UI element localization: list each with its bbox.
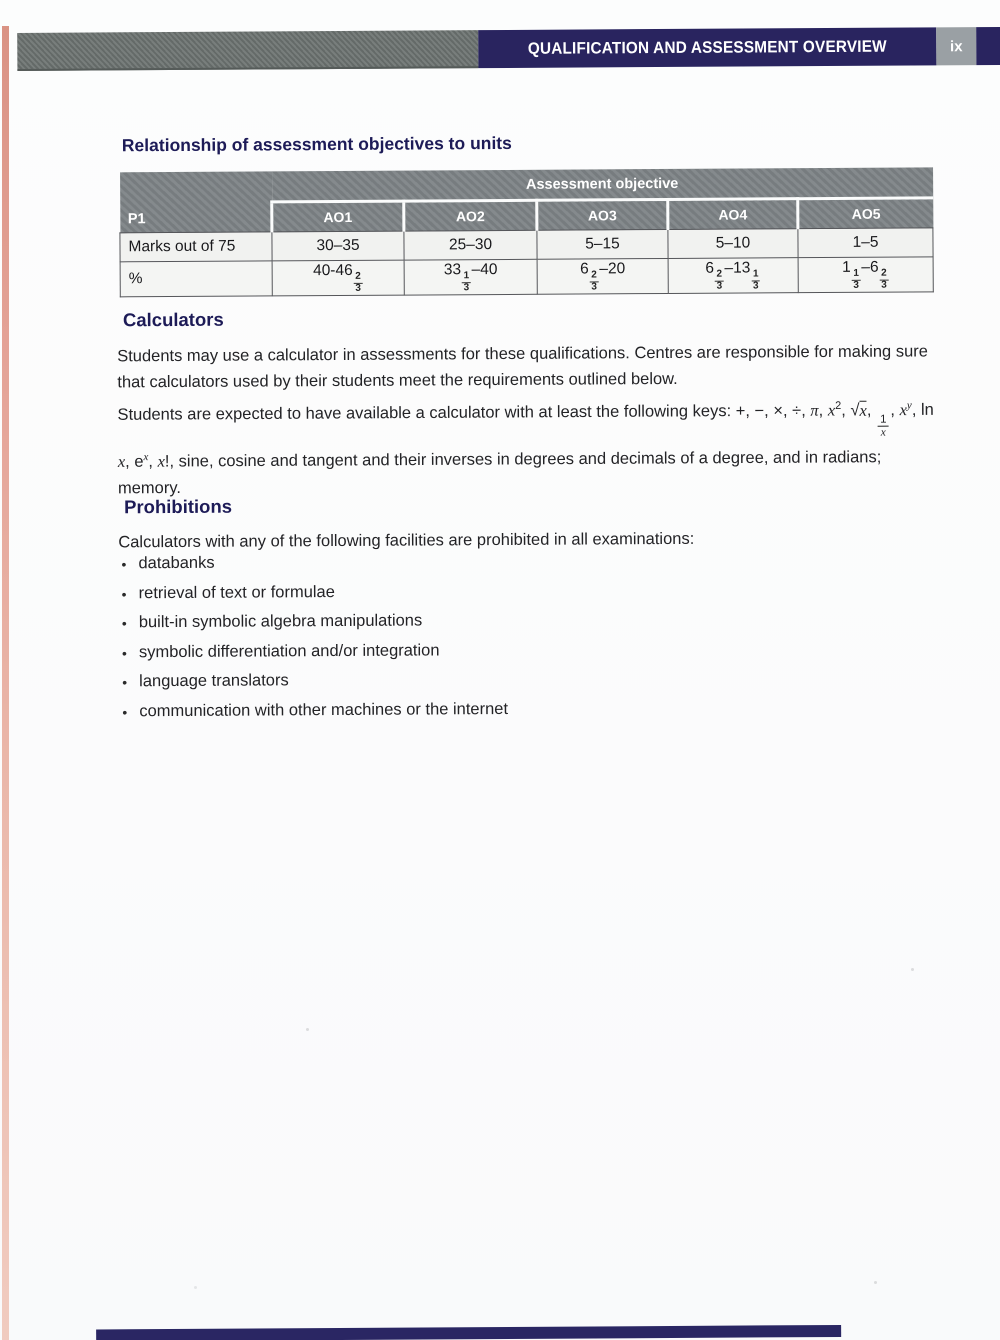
- scan-speck: [874, 1281, 877, 1284]
- row-label: Marks out of 75: [120, 232, 272, 262]
- table-cell: 40-46 $\frac{2}{3}$: [272, 260, 404, 296]
- prohibitions-intro: Calculators with any of the following facilities are prohibited in all examinations:: [118, 529, 695, 552]
- list-item-text: symbolic differentiation and/or integration: [138, 640, 440, 661]
- table-corner-label: P1: [120, 171, 272, 232]
- table-cell: 1–5: [798, 228, 933, 258]
- list-item-text: retrieval of text or formulae: [138, 582, 335, 602]
- bullet-icon: •: [121, 585, 127, 602]
- section-title: Relationship of assessment objectives to units: [121, 132, 512, 156]
- header-navy-tail: [976, 27, 1000, 65]
- table-cell: 30–35: [272, 231, 404, 261]
- list-item-text: built-in symbolic algebra manipulations: [138, 611, 423, 632]
- list-item: [122, 696, 922, 723]
- column-header: AO2: [404, 200, 537, 231]
- prohibitions-heading: Prohibitions: [124, 495, 233, 518]
- table-cell: 1 $\frac{1}{3}$ –6 $\frac{2}{3}$: [798, 257, 933, 293]
- table-cell: 25–30: [404, 230, 537, 260]
- list-item: [122, 637, 922, 664]
- bullet-icon: •: [121, 644, 127, 661]
- row-label: %: [120, 261, 272, 297]
- table-row: [120, 257, 933, 297]
- table-cell: 6 $\frac{2}{3}$ –20: [537, 258, 668, 294]
- table-cell: 33 $\frac{1}{3}$ –40: [404, 259, 537, 295]
- calculators-paragraph-1: Students may use a calculator in assessments for these qualifications. Centres are responsible for making sure that calculators used by their students meet the requirements outlined below.: [117, 342, 928, 392]
- scan-speck: [194, 1286, 197, 1289]
- table-cell: 6 $\frac{2}{3}$ –13 $\frac{1}{3}$: [668, 258, 798, 294]
- bullet-icon: •: [121, 556, 127, 573]
- scan-speck: [911, 968, 914, 971]
- page-number-box: ix: [936, 27, 976, 65]
- table-cell: 5–10: [668, 229, 798, 259]
- list-item: [122, 578, 922, 605]
- bullet-icon: •: [122, 674, 128, 691]
- calculators-heading: Calculators: [122, 308, 224, 331]
- prohibitions-list: [121, 548, 922, 730]
- bullet-icon: •: [122, 703, 128, 720]
- list-item-text: communication with other machines or the internet: [139, 699, 509, 720]
- list-item: [121, 548, 921, 575]
- column-header: AO3: [537, 199, 668, 230]
- scan-speck: [306, 1028, 309, 1031]
- footer-band: [96, 1325, 841, 1340]
- bullet-icon: •: [121, 615, 127, 632]
- column-header: AO1: [272, 201, 404, 232]
- header-title-segment: [478, 27, 936, 68]
- list-item-text: language translators: [139, 671, 289, 691]
- table-cell: 5–15: [537, 229, 668, 259]
- column-header: AO4: [668, 199, 798, 230]
- calculators-paragraph-2: Students are expected to have available a calculator with at least the following keys: +, −, ×, ÷, π, $x^2$, √x, $\frac{1}{x}$ , $x^y$, ln x, $e^x$, x!, sine, cosine and tangent and their inverses in degrees and decimals of a degree, and in radians; memory.: [117, 399, 934, 498]
- header-gray-segment: [17, 30, 478, 71]
- list-item-text: databanks: [138, 553, 215, 573]
- assessment-objectives-table: [119, 167, 933, 297]
- list-item: [122, 666, 922, 693]
- table-group-header: Assessment objective: [272, 167, 933, 202]
- list-item: [122, 607, 922, 634]
- page-header-title: QUALIFICATION AND ASSESSMENT OVERVIEW: [527, 37, 887, 58]
- column-header: AO5: [798, 198, 933, 229]
- page-header-band: [17, 27, 1000, 71]
